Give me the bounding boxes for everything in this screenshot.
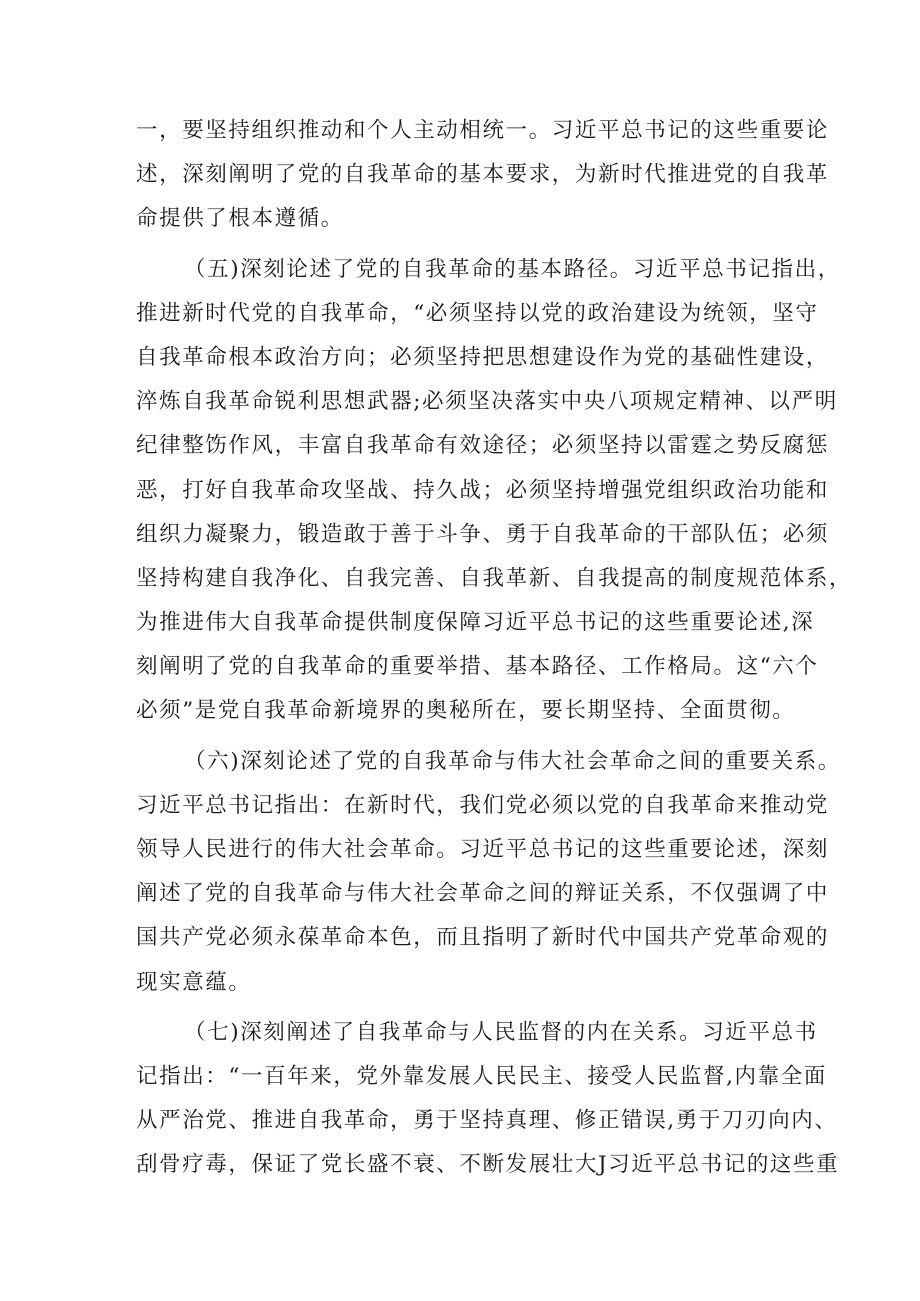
text-line: 刻阐明了党的自我革命的重要举措、基本路径、工作格局。这“六个 [136,654,819,680]
paragraph-intro-tail [136,109,830,242]
text-line: 推进新时代党的自我革命，“必须坚持以党的政治建设为统领，坚守 [136,300,819,326]
text-line: （七)深刻阐述了自我革命与人民监督的内在关系。习近平总书 [184,1019,818,1045]
document-body [136,109,853,1188]
paragraph-five [136,248,853,734]
text-line: （五)深刻论述了党的自我革命的基本路径。习近平总书记指出， [184,256,841,282]
text-line: 坚持构建自我净化、自我完善、自我革新、自我提高的制度规范体系， [136,565,853,591]
text-line: 领导人民进行的伟大社会革命。习近平总书记的这些重要论述，深刻 [136,837,830,862]
text-line: 自我革命根本政治方向；必须坚持把思想建设作为党的基础性建设， [136,344,830,370]
text-line: 述，深刻阐明了党的自我革命的基本要求，为新时代推进党的自我革 [136,162,830,188]
text-line: 刮骨疗毒，保证了党长盛不衰、不断发展壮大J习近平总书记的这些重 [136,1152,840,1178]
text-line: 从严治党、推进自我革命，勇于坚持真理、修正错误,勇于刀刃向内、 [136,1108,838,1134]
text-line: 国共产党必须永葆革命本色，而且指明了新时代中国共产党革命观的 [136,925,830,951]
text-line: 记指出：“一百年来，党外靠发展人民民主、接受人民监督,内靠全面 [136,1063,827,1089]
text-line: 现实意蕴。 [136,969,252,995]
text-line: 习近平总书记指出：在新时代，我们党必须以党的自我革命来推动党 [136,792,830,818]
text-line: 阐述了党的自我革命与伟大社会革命之间的辩证关系，不仅强调了中 [136,881,830,907]
text-line: 必须”是党自我革命新境界的奥秘所在，要长期坚持、全面贯彻。 [136,698,796,724]
text-line: 为推进伟大自我革命提供制度保障习近平总书记的这些重要论述,深 [136,610,815,636]
paragraph-six [136,740,841,1005]
text-line: 淬炼自我革命锐利思想武器;必须坚决落实中央八项规定精神、以严明 [136,389,838,415]
text-line: 一，要坚持组织推动和个人主动相统一。习近平总书记的这些重要论 [136,118,830,143]
paragraph-seven [136,1011,840,1188]
text-line: 组织力凝聚力，锻造敢于善于斗争、勇于自我革命的干部队伍；必须 [136,521,830,547]
text-line: 恶，打好自我革命攻坚战、持久战；必须坚持增强党组织政治功能和 [136,477,830,503]
text-line: 命提供了根本遵循。 [136,206,344,232]
text-line: （六)深刻论述了党的自我革命与伟大社会革命之间的重要关系。 [184,748,841,774]
text-line: 纪律整饬作风，丰富自我革命有效途径；必须坚持以雷霆之势反腐惩 [136,433,830,459]
